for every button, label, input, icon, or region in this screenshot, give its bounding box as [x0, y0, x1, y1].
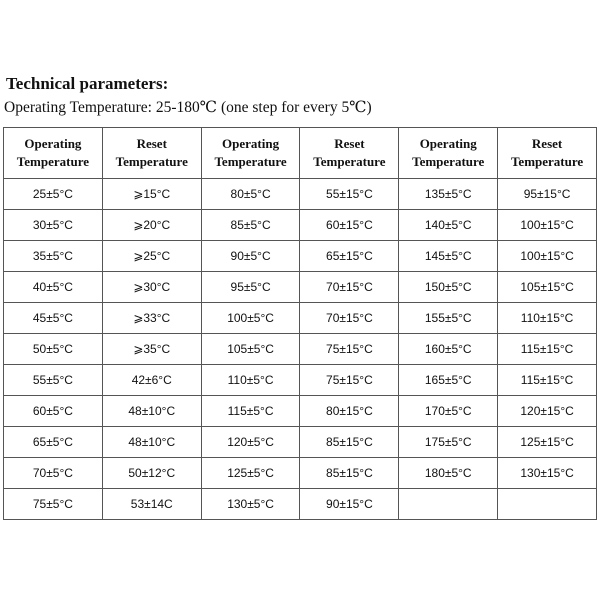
table-row	[4, 396, 597, 427]
operating-temperature-cell: 130±5°C	[201, 489, 300, 520]
operating-temperature-cell: 80±5°C	[201, 179, 300, 210]
reset-temperature-cell: 50±12°C	[102, 458, 201, 489]
reset-temperature-cell: 53±14C	[102, 489, 201, 520]
operating-temperature-cell: 100±5°C	[201, 303, 300, 334]
operating-temperature-cell: 60±5°C	[4, 396, 103, 427]
operating-temperature-cell: 45±5°C	[4, 303, 103, 334]
reset-temperature-cell: 42±6°C	[102, 365, 201, 396]
table-header-row	[4, 128, 597, 179]
operating-temperature-cell: 70±5°C	[4, 458, 103, 489]
table-row	[4, 334, 597, 365]
header-operating-temperature: Operating Temperature	[399, 128, 498, 179]
operating-temperature-cell: 175±5°C	[399, 427, 498, 458]
reset-temperature-cell: 90±15°C	[300, 489, 399, 520]
reset-temperature-cell: 130±15°C	[498, 458, 597, 489]
operating-temperature-cell: 30±5°C	[4, 210, 103, 241]
operating-temperature-cell: 65±5°C	[4, 427, 103, 458]
operating-range-note: Operating Temperature: 25-180℃ (one step for every 5℃)	[4, 99, 372, 116]
operating-temperature-cell	[399, 489, 498, 520]
operating-temperature-cell: 145±5°C	[399, 241, 498, 272]
operating-temperature-cell: 75±5°C	[4, 489, 103, 520]
reset-temperature-cell: ⩾20°C	[102, 210, 201, 241]
operating-temperature-cell: 165±5°C	[399, 365, 498, 396]
reset-temperature-cell: 100±15°C	[498, 241, 597, 272]
operating-temperature-cell: 170±5°C	[399, 396, 498, 427]
operating-temperature-cell: 95±5°C	[201, 272, 300, 303]
header-operating-temperature: Operating Temperature	[4, 128, 103, 179]
header-reset-temperature: Reset Temperature	[498, 128, 597, 179]
reset-temperature-cell: 105±15°C	[498, 272, 597, 303]
reset-temperature-cell: ⩾35°C	[102, 334, 201, 365]
reset-temperature-cell: ⩾30°C	[102, 272, 201, 303]
operating-temperature-cell: 180±5°C	[399, 458, 498, 489]
operating-temperature-cell: 115±5°C	[201, 396, 300, 427]
reset-temperature-cell: 75±15°C	[300, 334, 399, 365]
operating-temperature-cell: 155±5°C	[399, 303, 498, 334]
reset-temperature-cell: 55±15°C	[300, 179, 399, 210]
operating-temperature-cell: 85±5°C	[201, 210, 300, 241]
reset-temperature-cell: 85±15°C	[300, 427, 399, 458]
reset-temperature-cell: 60±15°C	[300, 210, 399, 241]
operating-temperature-cell: 160±5°C	[399, 334, 498, 365]
table-row	[4, 489, 597, 520]
operating-temperature-cell: 110±5°C	[201, 365, 300, 396]
reset-temperature-cell: 120±15°C	[498, 396, 597, 427]
operating-temperature-cell: 25±5°C	[4, 179, 103, 210]
operating-temperature-cell: 90±5°C	[201, 241, 300, 272]
operating-temperature-cell: 105±5°C	[201, 334, 300, 365]
table-row	[4, 210, 597, 241]
temperature-parameters-table	[3, 127, 597, 520]
reset-temperature-cell: 110±15°C	[498, 303, 597, 334]
table-row	[4, 427, 597, 458]
header-reset-temperature: Reset Temperature	[300, 128, 399, 179]
reset-temperature-cell: ⩾15°C	[102, 179, 201, 210]
table-row	[4, 458, 597, 489]
operating-temperature-cell: 125±5°C	[201, 458, 300, 489]
reset-temperature-cell: 95±15°C	[498, 179, 597, 210]
operating-temperature-cell: 50±5°C	[4, 334, 103, 365]
table-row	[4, 272, 597, 303]
operating-temperature-cell: 120±5°C	[201, 427, 300, 458]
operating-temperature-cell: 40±5°C	[4, 272, 103, 303]
table-body	[4, 179, 597, 520]
table-row	[4, 303, 597, 334]
reset-temperature-cell: 48±10°C	[102, 427, 201, 458]
operating-temperature-cell: 150±5°C	[399, 272, 498, 303]
reset-temperature-cell: 75±15°C	[300, 365, 399, 396]
operating-temperature-cell: 140±5°C	[399, 210, 498, 241]
operating-temperature-cell: 55±5°C	[4, 365, 103, 396]
table-row	[4, 241, 597, 272]
reset-temperature-cell: 115±15°C	[498, 365, 597, 396]
reset-temperature-cell: 70±15°C	[300, 303, 399, 334]
reset-temperature-cell: 65±15°C	[300, 241, 399, 272]
reset-temperature-cell: 48±10°C	[102, 396, 201, 427]
reset-temperature-cell	[498, 489, 597, 520]
header-operating-temperature: Operating Temperature	[201, 128, 300, 179]
reset-temperature-cell: 80±15°C	[300, 396, 399, 427]
table-row	[4, 365, 597, 396]
reset-temperature-cell: ⩾25°C	[102, 241, 201, 272]
reset-temperature-cell: ⩾33°C	[102, 303, 201, 334]
reset-temperature-cell: 115±15°C	[498, 334, 597, 365]
operating-temperature-cell: 35±5°C	[4, 241, 103, 272]
operating-temperature-cell: 135±5°C	[399, 179, 498, 210]
reset-temperature-cell: 100±15°C	[498, 210, 597, 241]
reset-temperature-cell: 70±15°C	[300, 272, 399, 303]
section-title: Technical parameters:	[6, 74, 169, 93]
table-row	[4, 179, 597, 210]
reset-temperature-cell: 125±15°C	[498, 427, 597, 458]
header-reset-temperature: Reset Temperature	[102, 128, 201, 179]
reset-temperature-cell: 85±15°C	[300, 458, 399, 489]
